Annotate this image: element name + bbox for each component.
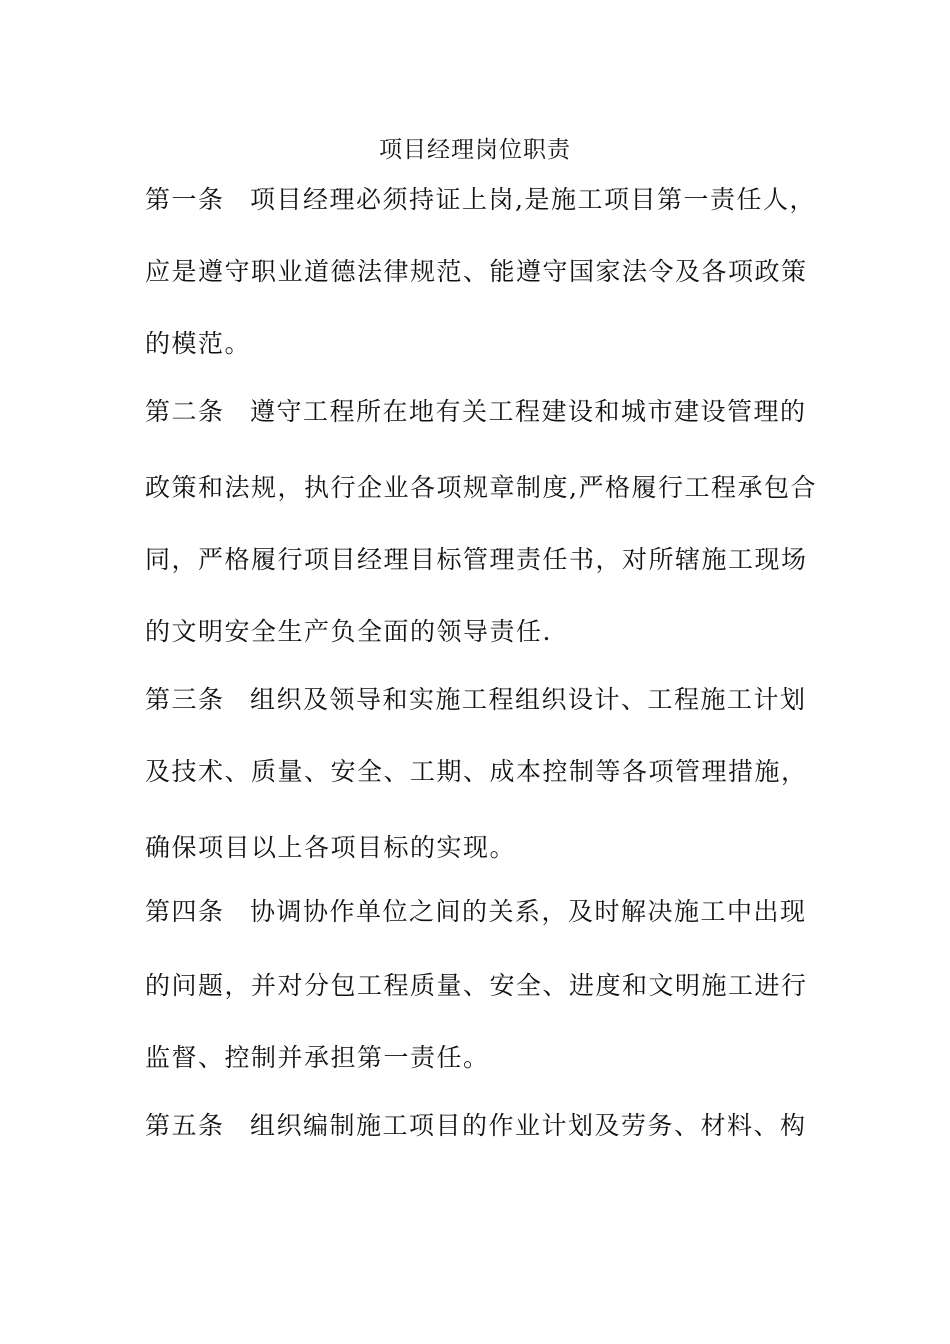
article-2-line-2: 政策和法规，执行企业各项规章制度,严格履行工程承包合: [145, 473, 817, 502]
article-1-text-1: 项目经理必须持证上岗,是施工项目第一责任人，: [250, 185, 816, 214]
article-1-number: 第一条: [145, 185, 225, 214]
article-3-text-1: 组织及领导和实施工程组织设计、工程施工计划: [250, 685, 807, 714]
article-5-line-1: [145, 1106, 815, 1146]
article-3-line-2: 及技术、质量、安全、工期、成本控制等各项管理措施，: [145, 757, 808, 786]
article-3-line-3: 确保项目以上各项目标的实现。: [145, 833, 517, 862]
article-3-number: 第三条: [145, 685, 225, 714]
article-4-line-2: 的问题，并对分包工程质量、安全、进度和文明施工进行: [145, 971, 808, 1000]
article-4-line-1: [145, 892, 815, 932]
article-2-line-1: [145, 392, 815, 432]
article-2-line-3: 同，严格履行项目经理目标管理责任书，对所辖施工现场: [145, 545, 808, 574]
article-2-number: 第二条: [145, 397, 225, 426]
article-1-line-3: 的模范。: [145, 329, 252, 358]
article-2-text-1: 遵守工程所在地有关工程建设和城市建设管理的: [250, 397, 807, 426]
article-4-text-1: 协调协作单位之间的关系，及时解决施工中出现: [250, 897, 807, 926]
article-5-number: 第五条: [145, 1111, 225, 1140]
article-1-line-1: [145, 180, 815, 220]
article-2-line-4: 的文明安全生产负全面的领导责任.: [145, 617, 552, 646]
article-4-number: 第四条: [145, 897, 225, 926]
article-1-line-2: 应是遵守职业道德法律规范、能遵守国家法令及各项政策: [145, 257, 808, 286]
article-3-line-1: [145, 680, 815, 720]
article-4-line-3: 监督、控制并承担第一责任。: [145, 1043, 490, 1072]
document-title: 项目经理岗位职责: [379, 137, 571, 163]
article-5-text-1: 组织编制施工项目的作业计划及劳务、材料、构: [250, 1111, 807, 1140]
